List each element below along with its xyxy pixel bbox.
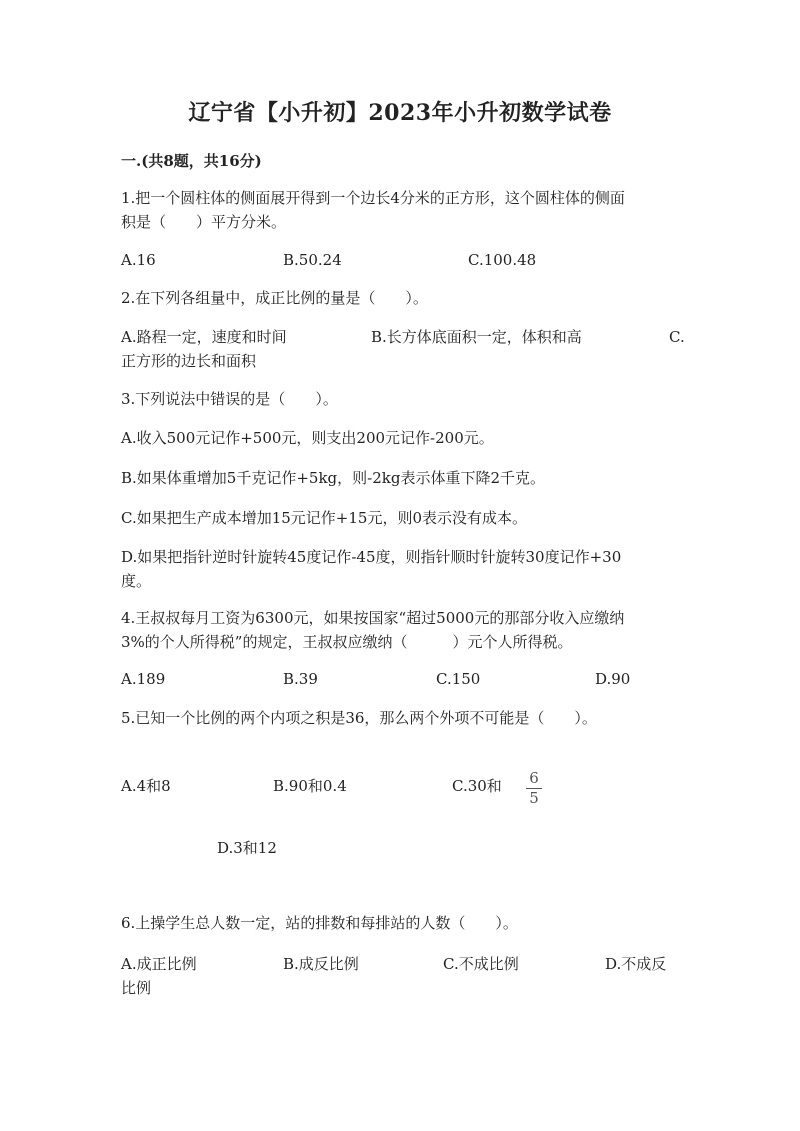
question-6-option-b: B.成反比例 <box>283 955 359 973</box>
question-2-option-c-label: C. <box>669 328 685 346</box>
question-2-text: 2.在下列各组量中，成正比例的量是（ ）。 <box>121 289 428 307</box>
question-5-text: 5.已知一个比例的两个内项之积是36，那么两个外项不可能是（ ）。 <box>121 709 597 727</box>
question-1-option-b: B.50.24 <box>283 251 342 269</box>
question-2-option-c-text: 正方形的边长和面积 <box>121 352 257 370</box>
question-3-option-d-line-1: D.如果把指针逆时针旋转45度记作-45度，则指针顺时针旋转30度记作+30 <box>121 548 622 566</box>
question-3-option-d-line-2: 度。 <box>121 572 152 590</box>
fraction-numerator: 6 <box>529 769 539 787</box>
question-5-option-b: B.90和0.4 <box>273 777 347 795</box>
question-4-text-line-1: 4.王叔叔每月工资为6300元，如果按国家“超过5000元的那部分收入应缴纳 <box>121 609 625 627</box>
question-4-option-a: A.189 <box>121 670 166 688</box>
question-2-option-b: B.长方体底面积一定，体积和高 <box>371 328 582 346</box>
question-1-text-line-1: 1.把一个圆柱体的侧面展开得到一个边长4分米的正方形，这个圆柱体的侧面 <box>121 189 625 207</box>
question-5-option-a: A.4和8 <box>121 777 171 795</box>
question-1-text-line-2: 积是（ ）平方分米。 <box>121 213 287 231</box>
fraction-denominator: 5 <box>529 789 539 807</box>
question-2-option-a: A.路程一定，速度和时间 <box>121 328 287 346</box>
question-3-option-c: C.如果把生产成本增加15元记作+15元，则0表示没有成本。 <box>121 509 527 527</box>
question-3-option-b: B.如果体重增加5千克记作+5kg，则-2kg表示体重下降2千克。 <box>121 469 545 487</box>
question-6-option-d: D.不成反 <box>605 955 667 973</box>
question-1-option-a: A.16 <box>121 251 156 269</box>
page-title: 辽宁省【小升初】2023年小升初数学试卷 <box>188 100 612 126</box>
question-5-option-c: C.30和 <box>452 777 502 795</box>
question-5-option-d: D.3和12 <box>217 839 277 857</box>
section-header: 一.(共8题，共16分) <box>121 152 262 170</box>
fraction-six-fifths <box>524 770 544 807</box>
question-4-option-b: B.39 <box>283 670 318 688</box>
question-6-text: 6.上操学生总人数一定，站的排数和每排站的人数（ ）。 <box>121 914 518 932</box>
question-4-option-d: D.90 <box>595 670 631 688</box>
question-3-option-a: A.收入500元记作+500元，则支出200元记作-200元。 <box>121 429 494 447</box>
question-6-option-c: C.不成比例 <box>443 955 519 973</box>
question-6-option-a: A.成正比例 <box>121 955 197 973</box>
question-6-option-d-continued: 比例 <box>121 979 152 997</box>
question-1-option-c: C.100.48 <box>468 251 537 269</box>
question-4-option-c: C.150 <box>436 670 481 688</box>
question-3-text: 3.下列说法中错误的是（ ）。 <box>121 390 338 408</box>
question-4-text-line-2: 3%的个人所得税”的规定，王叔叔应缴纳（ ）元个人所得税。 <box>121 633 573 651</box>
